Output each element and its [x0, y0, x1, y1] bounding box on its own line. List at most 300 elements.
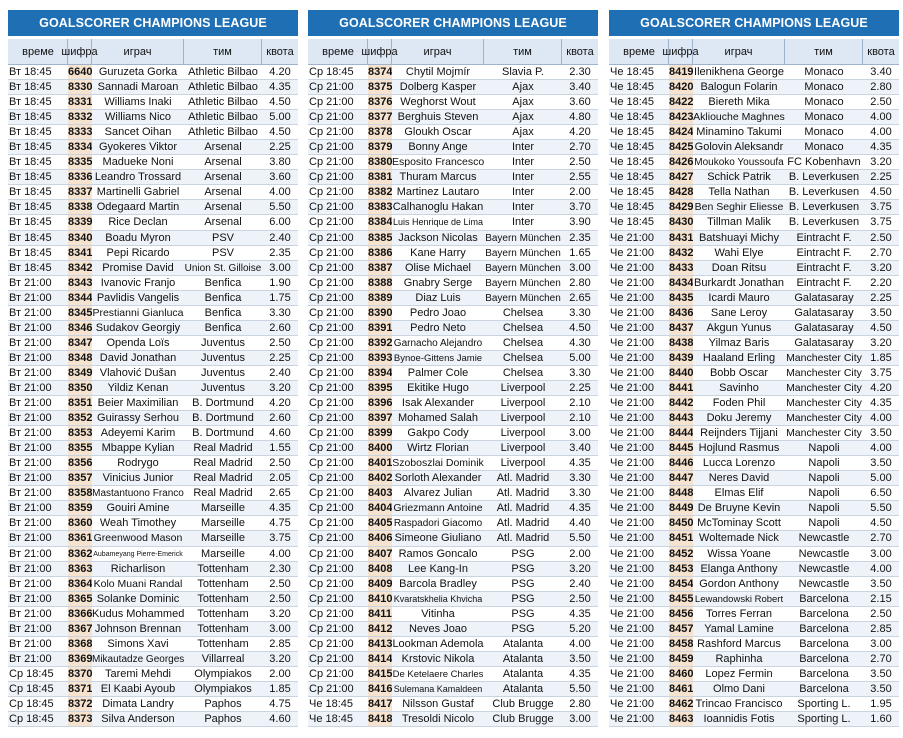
- time-cell: Че 21:00: [610, 366, 655, 379]
- table-row: [308, 351, 598, 366]
- player-cell: Lopez Fermin: [705, 667, 773, 680]
- team-cell: B. Leverkusen: [788, 216, 860, 229]
- team-cell: Manchester City: [786, 397, 862, 410]
- code-cell: 8393: [368, 351, 392, 364]
- code-cell: 8450: [669, 517, 693, 530]
- odds-cell: 3.00: [569, 713, 591, 726]
- team-cell: Atl. Madrid: [496, 502, 550, 515]
- team-cell: Galatasaray: [794, 291, 854, 304]
- time-cell: Ср 21:00: [309, 201, 354, 214]
- code-cell: 8388: [368, 276, 392, 289]
- player-cell: Barcola Bradley: [399, 577, 477, 590]
- player-cell: Calhanoglu Hakan: [392, 201, 484, 214]
- odds-cell: 2.50: [569, 592, 591, 605]
- code-cell: 8439: [669, 351, 693, 364]
- team-cell: Ajax: [512, 111, 534, 124]
- odds-cell: 3.30: [569, 366, 591, 379]
- time-cell: Ср 21:00: [309, 81, 354, 94]
- code-cell: 8392: [368, 336, 392, 349]
- time-cell: Вт 18:45: [9, 246, 52, 259]
- odds-cell: 3.50: [569, 652, 591, 665]
- player-cell: Martinelli Gabriel: [96, 186, 180, 199]
- odds-cell: 2.20: [870, 276, 892, 289]
- table-row: [8, 682, 298, 697]
- odds-cell: 4.35: [870, 397, 892, 410]
- table-row: [8, 426, 298, 441]
- code-cell: 8376: [368, 96, 392, 109]
- team-cell: Inter: [511, 201, 534, 214]
- team-cell: Athletic Bilbao: [188, 81, 258, 94]
- table-row: [8, 200, 298, 215]
- odds-cell: 3.20: [870, 336, 892, 349]
- odds-cell: 4.50: [269, 96, 291, 109]
- player-cell: Boadu Myron: [105, 231, 171, 244]
- time-cell: Че 18:45: [610, 171, 655, 184]
- time-cell: Вт 18:45: [9, 216, 52, 229]
- odds-cell: 3.00: [269, 622, 291, 635]
- odds-cell: 2.50: [870, 96, 892, 109]
- code-cell: 8399: [368, 427, 392, 440]
- team-cell: Atalanta: [502, 682, 544, 695]
- table-row: [609, 501, 899, 516]
- header-odds: квота: [266, 45, 294, 58]
- table-row: [308, 637, 598, 652]
- time-cell: Вт 21:00: [9, 457, 52, 470]
- header-odds: квота: [566, 45, 594, 58]
- time-cell: Вт 21:00: [9, 607, 52, 620]
- code-cell: 8360: [68, 517, 92, 530]
- odds-cell: 1.75: [269, 291, 291, 304]
- player-cell: Mohamed Salah: [397, 412, 479, 425]
- time-cell: Че 18:45: [610, 216, 655, 229]
- time-cell: Ср 21:00: [309, 336, 354, 349]
- odds-cell: 2.70: [870, 246, 892, 259]
- code-cell: 8443: [669, 412, 693, 425]
- player-cell: Lucca Lorenzo: [702, 457, 776, 470]
- table-row: [609, 682, 899, 697]
- player-cell: Wirtz Florian: [407, 442, 469, 455]
- team-cell: Juventus: [200, 381, 246, 394]
- player-cell: Sorloth Alexander: [394, 472, 482, 485]
- player-cell: Williams Inaki: [104, 96, 172, 109]
- time-cell: Че 21:00: [610, 261, 655, 274]
- odds-cell: 2.70: [870, 532, 892, 545]
- odds-cell: 2.10: [569, 397, 591, 410]
- team-cell: Sporting L.: [797, 713, 851, 726]
- time-cell: Че 18:45: [610, 156, 655, 169]
- odds-cell: 2.85: [870, 622, 892, 635]
- team-cell: Barcelona: [799, 652, 849, 665]
- odds-cell: 4.00: [870, 442, 892, 455]
- odds-cell: 2.80: [569, 276, 591, 289]
- team-cell: Barcelona: [799, 622, 849, 635]
- odds-cell: 5.50: [269, 201, 291, 214]
- time-cell: Ср 21:00: [309, 156, 354, 169]
- time-cell: Ср 21:00: [309, 216, 354, 229]
- table-row: [8, 80, 298, 95]
- player-cell: Ekitike Hugo: [407, 381, 469, 394]
- odds-cell: 4.50: [870, 186, 892, 199]
- team-cell: Villarreal: [201, 652, 245, 665]
- time-cell: Ср 21:00: [309, 186, 354, 199]
- time-cell: Ср 21:00: [309, 547, 354, 560]
- player-cell: Bobb Oscar: [709, 366, 769, 379]
- odds-cell: 4.60: [269, 427, 291, 440]
- player-cell: Sulemana Kamaldeen: [393, 683, 483, 694]
- odds-cell: 4.50: [870, 517, 892, 530]
- odds-cell: 2.40: [269, 231, 291, 244]
- code-cell: 8462: [669, 697, 693, 710]
- code-cell: 8405: [368, 517, 392, 530]
- time-cell: Вт 21:00: [9, 652, 52, 665]
- code-cell: 8403: [368, 487, 392, 500]
- player-cell: David Jonathan: [99, 351, 177, 364]
- odds-cell: 2.50: [870, 607, 892, 620]
- time-cell: Вт 21:00: [9, 427, 52, 440]
- table-row: [609, 652, 899, 667]
- odds-cell: 3.75: [870, 366, 892, 379]
- time-cell: Вт 18:45: [9, 231, 52, 244]
- team-cell: Ajax: [512, 126, 534, 139]
- code-cell: 8442: [669, 397, 693, 410]
- player-cell: Minamino Takumi: [696, 126, 782, 139]
- time-cell: Вт 18:45: [9, 261, 52, 274]
- table-row: [609, 622, 899, 637]
- odds-cell: 1.55: [269, 442, 291, 455]
- header-time: време: [8, 39, 68, 64]
- time-cell: Ср 21:00: [309, 562, 354, 575]
- team-cell: PSV: [211, 246, 234, 259]
- table-row: [308, 366, 598, 381]
- code-cell: 8370: [68, 667, 92, 680]
- odds-cell: 3.20: [269, 381, 291, 394]
- odds-cell: 2.50: [870, 231, 892, 244]
- player-cell: Ben Seghir Eliesse: [694, 201, 784, 214]
- player-cell: Garnacho Alejandro: [393, 337, 483, 349]
- odds-cell: 1.85: [870, 351, 892, 364]
- odds-cell: 3.30: [569, 487, 591, 500]
- table-row: [609, 456, 899, 471]
- code-cell: 8381: [368, 171, 392, 184]
- code-cell: 8394: [368, 366, 392, 379]
- player-cell: Adeyemi Karim: [100, 427, 176, 440]
- code-cell: 8437: [669, 321, 693, 334]
- team-cell: PSG: [511, 622, 535, 635]
- odds-cell: 5.00: [269, 111, 291, 124]
- code-cell: 8386: [368, 246, 392, 259]
- time-cell: Ср 21:00: [309, 487, 354, 500]
- team-cell: Benfica: [204, 306, 242, 319]
- odds-cell: 4.50: [269, 126, 291, 139]
- code-cell: 8436: [669, 306, 693, 319]
- table-row: [8, 652, 298, 667]
- odds-cell: 3.50: [870, 306, 892, 319]
- table-row: [609, 577, 899, 592]
- code-cell: 8346: [68, 321, 92, 334]
- code-cell: 8396: [368, 397, 392, 410]
- table-row: [8, 712, 298, 727]
- team-cell: Tottenham: [197, 577, 249, 590]
- header-player: играч: [92, 39, 184, 64]
- odds-cell: 2.25: [269, 351, 291, 364]
- odds-cell: 5.00: [569, 351, 591, 364]
- team-cell: Galatasaray: [794, 336, 854, 349]
- time-cell: Че 21:00: [610, 472, 655, 485]
- player-cell: Golovin Aleksandr: [694, 141, 784, 154]
- table-row: [609, 155, 899, 170]
- time-cell: Че 18:45: [309, 697, 354, 710]
- code-cell: 8335: [68, 156, 92, 169]
- player-cell: Guirassy Serhou: [97, 412, 179, 425]
- odds-cell: 4.80: [569, 111, 591, 124]
- time-cell: Че 21:00: [610, 246, 655, 259]
- table-row: [308, 607, 598, 622]
- player-cell: Mikautadze Georges: [92, 653, 184, 665]
- table-row: [609, 140, 899, 155]
- odds-cell: 2.60: [269, 412, 291, 425]
- table-row: [8, 276, 298, 291]
- table-row: [609, 336, 899, 351]
- odds-cell: 3.75: [269, 532, 291, 545]
- time-cell: Ср 21:00: [309, 171, 354, 184]
- table-body: [308, 65, 598, 727]
- code-cell: 8351: [68, 397, 92, 410]
- odds-cell: 2.25: [870, 291, 892, 304]
- time-cell: Че 21:00: [610, 697, 655, 710]
- header-code: шифра: [669, 39, 693, 64]
- player-cell: Greenwood Mason: [93, 532, 183, 545]
- player-cell: Gnabry Serge: [403, 276, 473, 289]
- player-cell: Aubameyang Pierre-Emerick: [93, 550, 183, 558]
- player-cell: Dimata Landry: [102, 697, 174, 710]
- team-cell: Manchester City: [786, 366, 862, 379]
- player-cell: Pavlidis Vangelis: [96, 291, 180, 304]
- time-cell: Ср 21:00: [309, 637, 354, 650]
- odds-cell: 4.35: [870, 141, 892, 154]
- team-cell: Tottenham: [197, 637, 249, 650]
- code-cell: 8454: [669, 577, 693, 590]
- time-cell: Че 21:00: [610, 607, 655, 620]
- player-cell: Sane Leroy: [710, 306, 768, 319]
- odds-cell: 3.20: [269, 607, 291, 620]
- code-cell: 8447: [669, 472, 693, 485]
- table-row: [8, 170, 298, 185]
- code-cell: 8459: [669, 652, 693, 665]
- table-row: [8, 411, 298, 426]
- time-cell: Ср 21:00: [309, 397, 354, 410]
- player-cell: Solanke Dominic: [96, 592, 180, 605]
- player-cell: Madueke Noni: [102, 156, 174, 169]
- time-cell: Ср 21:00: [309, 351, 354, 364]
- player-cell: Isak Alexander: [401, 397, 475, 410]
- player-cell: Ivanovic Franjo: [100, 276, 176, 289]
- table-row: [308, 577, 598, 592]
- player-cell: Krstovic Nikola: [401, 652, 475, 665]
- player-cell: Gouiri Amine: [106, 502, 170, 515]
- team-cell: Liverpool: [500, 442, 546, 455]
- time-cell: Ср 21:00: [309, 427, 354, 440]
- team-cell: Athletic Bilbao: [188, 66, 258, 78]
- time-cell: Че 21:00: [610, 592, 655, 605]
- table-row: [308, 682, 598, 697]
- code-cell: 8361: [68, 532, 92, 545]
- code-cell: 8347: [68, 336, 92, 349]
- player-cell: Mbappe Kylian: [101, 442, 175, 455]
- table-row: [609, 170, 899, 185]
- time-cell: Ср 21:00: [309, 502, 354, 515]
- header-odds: квота: [867, 45, 895, 58]
- team-cell: Inter: [511, 156, 534, 169]
- odds-cell: 4.00: [569, 637, 591, 650]
- time-cell: Ср 21:00: [309, 111, 354, 124]
- code-cell: 8339: [68, 216, 92, 229]
- team-cell: Napoli: [808, 457, 840, 470]
- time-cell: Ср 21:00: [309, 291, 354, 304]
- time-cell: Че 21:00: [610, 532, 655, 545]
- team-cell: Inter: [511, 141, 534, 154]
- team-cell: B. Dortmund: [192, 397, 254, 410]
- team-cell: Juventus: [200, 366, 246, 379]
- time-cell: Вт 21:00: [9, 366, 52, 379]
- time-cell: Че 18:45: [610, 96, 655, 109]
- odds-cell: 4.75: [269, 517, 291, 530]
- player-cell: Rashford Marcus: [697, 637, 781, 650]
- table-row: [8, 110, 298, 125]
- team-cell: Atl. Madrid: [496, 517, 550, 530]
- code-cell: 8389: [368, 291, 392, 304]
- code-cell: 8434: [669, 276, 693, 289]
- table-row: [8, 261, 298, 276]
- code-cell: 8409: [368, 577, 392, 590]
- table-row: [308, 667, 598, 682]
- table-row: [609, 547, 899, 562]
- table-row: [609, 231, 899, 246]
- time-cell: Ср 21:00: [309, 652, 354, 665]
- code-cell: 8345: [68, 306, 92, 319]
- player-cell: Luis Henrique de Lima: [392, 217, 484, 228]
- table-row: [308, 215, 598, 230]
- player-cell: Reijnders Tijjani: [700, 427, 778, 440]
- player-cell: Raspadori Giacomo: [393, 518, 483, 530]
- time-cell: Че 18:45: [610, 81, 655, 94]
- table-row: [308, 697, 598, 712]
- player-cell: Yamal Lamine: [704, 622, 774, 635]
- time-cell: Вт 21:00: [9, 321, 52, 334]
- player-cell: Doan Ritsu: [711, 261, 767, 274]
- time-cell: Че 21:00: [610, 291, 655, 304]
- player-cell: Jackson Nicolas: [398, 231, 478, 244]
- odds-cell: 3.50: [870, 577, 892, 590]
- team-cell: Tottenham: [197, 592, 249, 605]
- team-cell: Manchester City: [786, 427, 862, 440]
- time-cell: Че 21:00: [610, 306, 655, 319]
- code-cell: 8340: [68, 231, 92, 244]
- code-cell: 8397: [368, 412, 392, 425]
- player-cell: Ilenikhena George: [694, 66, 784, 78]
- player-cell: Pedro Joao: [409, 306, 467, 319]
- table-row: [8, 306, 298, 321]
- team-cell: Marseille: [200, 547, 245, 560]
- table-row: [8, 486, 298, 501]
- team-cell: Galatasaray: [794, 321, 854, 334]
- time-cell: Вт 21:00: [9, 592, 52, 605]
- odds-cell: 1.65: [569, 246, 591, 259]
- table-row: [609, 351, 899, 366]
- time-cell: Вт 18:45: [9, 156, 52, 169]
- team-cell: Liverpool: [500, 412, 546, 425]
- team-cell: Paphos: [204, 713, 242, 726]
- odds-cell: 5.00: [870, 472, 892, 485]
- odds-cell: 2.65: [269, 487, 291, 500]
- odds-cell: 2.40: [269, 366, 291, 379]
- time-cell: Че 18:45: [610, 141, 655, 154]
- time-cell: Вт 21:00: [9, 412, 52, 425]
- player-cell: Schick Patrik: [707, 171, 771, 184]
- team-cell: Athletic Bilbao: [188, 96, 258, 109]
- table-row: [8, 456, 298, 471]
- odds-cell: 4.75: [269, 697, 291, 710]
- time-cell: Ср 21:00: [309, 667, 354, 680]
- player-cell: Elmas Elif: [714, 487, 764, 500]
- goalscorer-panel-1: [8, 10, 298, 727]
- team-cell: Arsenal: [204, 156, 242, 169]
- odds-cell: 1.95: [870, 697, 892, 710]
- table-row: [609, 366, 899, 381]
- player-cell: Doku Jeremy: [706, 412, 772, 425]
- code-cell: 8431: [669, 231, 693, 244]
- odds-cell: 6.00: [269, 216, 291, 229]
- panel-title: GOALSCORER CHAMPIONS LEAGUE: [609, 10, 899, 36]
- team-cell: Chelsea: [502, 336, 544, 349]
- table-row: [308, 501, 598, 516]
- time-cell: Че 18:45: [610, 201, 655, 214]
- table-row: [308, 140, 598, 155]
- code-cell: 8365: [68, 592, 92, 605]
- odds-cell: 4.30: [569, 336, 591, 349]
- team-cell: Newcastle: [798, 547, 850, 560]
- time-cell: Ср 21:00: [309, 517, 354, 530]
- odds-cell: 4.50: [870, 321, 892, 334]
- table-row: [8, 185, 298, 200]
- table-row: [308, 155, 598, 170]
- time-cell: Ср 21:00: [309, 592, 354, 605]
- time-cell: Вт 21:00: [9, 487, 52, 500]
- header-code: шифра: [368, 39, 392, 64]
- table-row: [308, 261, 598, 276]
- player-cell: Wissa Yoane: [707, 547, 771, 560]
- code-cell: 8422: [669, 96, 693, 109]
- player-cell: Batshuayi Michy: [698, 231, 780, 244]
- odds-cell: 2.30: [269, 562, 291, 575]
- player-cell: Vinicius Junior: [102, 472, 174, 485]
- time-cell: Че 21:00: [610, 397, 655, 410]
- player-cell: Bynoe-Gittens Jamie: [393, 352, 483, 364]
- table-row: [609, 697, 899, 712]
- code-cell: 8432: [669, 246, 693, 259]
- code-cell: 8369: [68, 652, 92, 665]
- odds-cell: 4.00: [269, 547, 291, 560]
- team-cell: Juventus: [200, 351, 246, 364]
- table-row: [308, 306, 598, 321]
- odds-cell: 3.30: [269, 306, 291, 319]
- code-cell: 8417: [368, 697, 392, 710]
- odds-cell: 2.80: [870, 81, 892, 94]
- odds-cell: 2.25: [870, 171, 892, 184]
- time-cell: Вт 21:00: [9, 577, 52, 590]
- time-cell: Ср 21:00: [309, 442, 354, 455]
- team-cell: Inter: [511, 186, 534, 199]
- time-cell: Ср 21:00: [309, 276, 354, 289]
